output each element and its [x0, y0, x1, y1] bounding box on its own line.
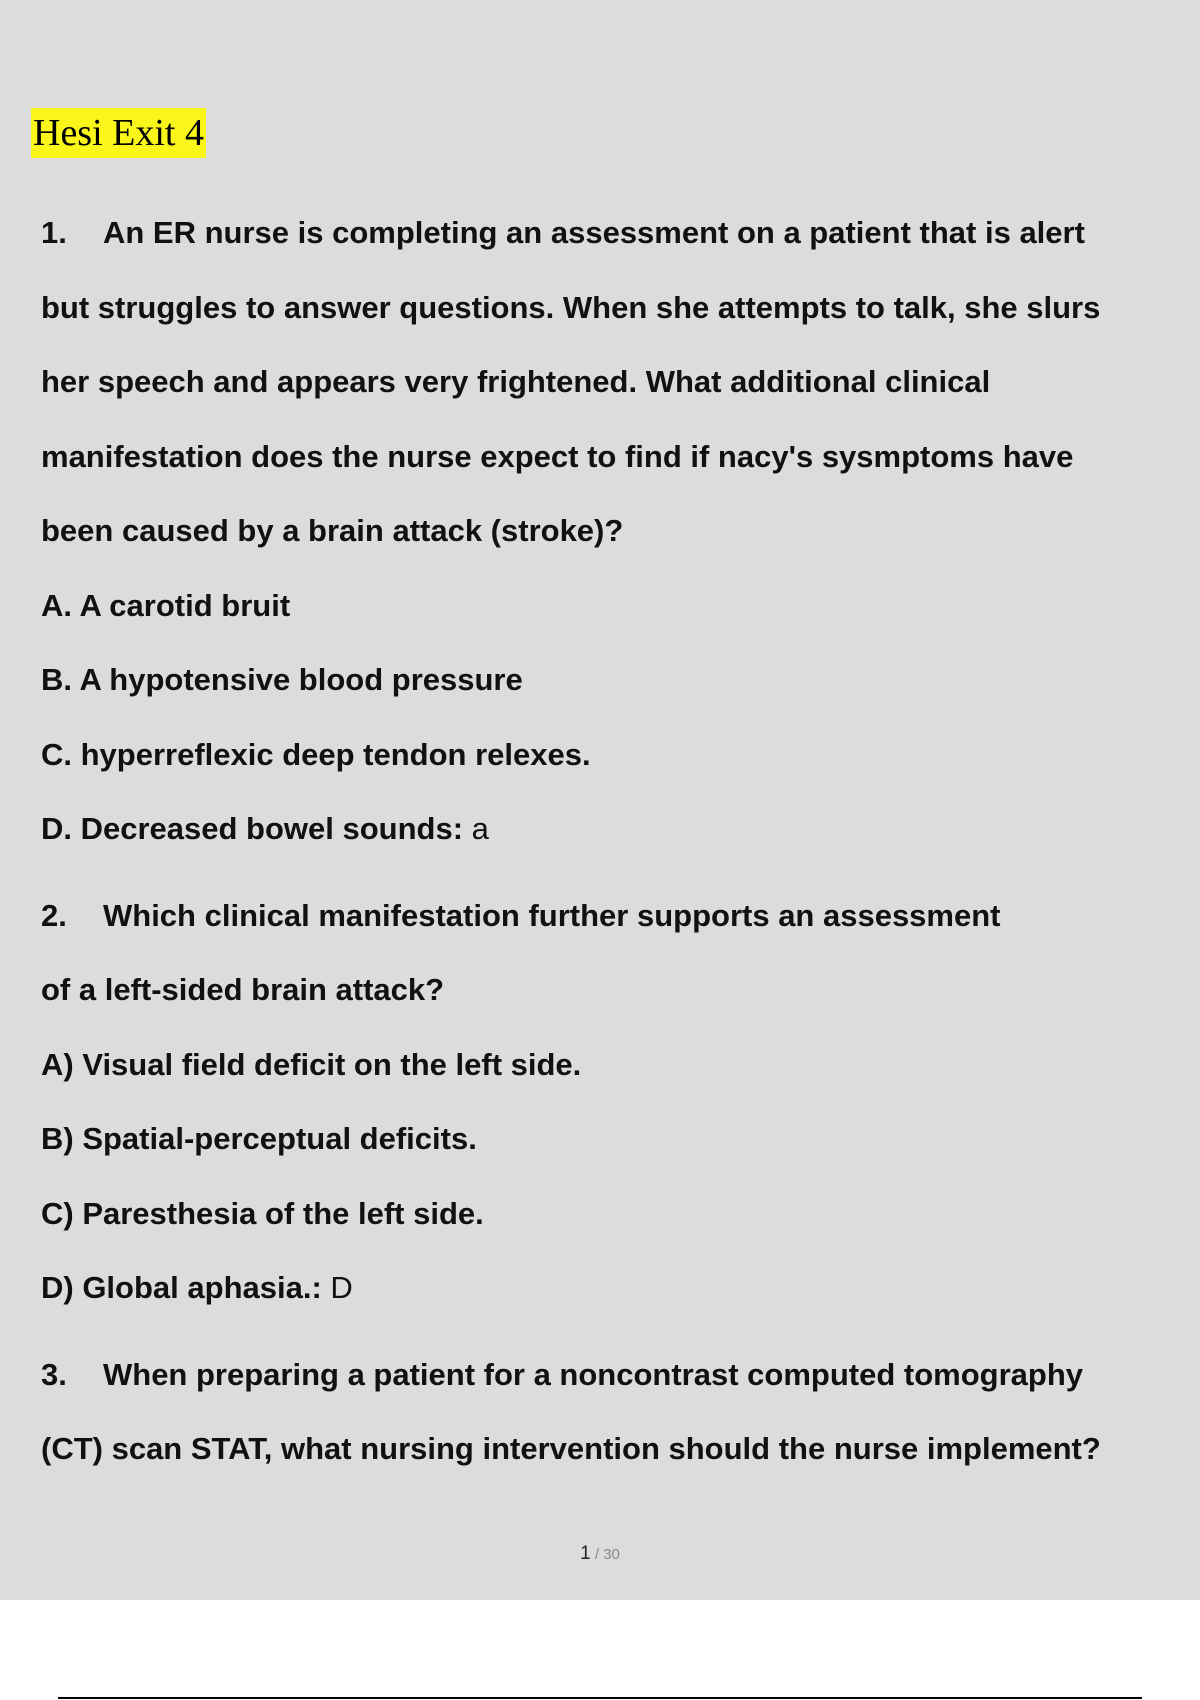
answer-option: [41, 1028, 1171, 1103]
question-text: An ER nurse is completing an assessment on a patient that is alert: [103, 215, 1085, 250]
answer-option: [41, 1177, 1171, 1252]
question-text: been caused by a brain attack (stroke)?: [41, 513, 624, 548]
question-number: 2.: [41, 897, 67, 933]
question-text: When preparing a patient for a noncontrast computed tomography: [103, 1356, 1083, 1392]
answer-key: D: [321, 1270, 353, 1305]
option-text: A. A carotid bruit: [41, 587, 291, 623]
option-text: B) Spatial-perceptual deficits.: [41, 1121, 477, 1156]
current-page: 1: [580, 1543, 591, 1564]
document-title: Hesi Exit 4: [31, 108, 206, 158]
option-text: C) Paresthesia of the left side.: [41, 1195, 484, 1231]
question-3: [41, 1338, 1171, 1487]
answer-key: a: [463, 811, 489, 846]
question-number: 3.: [41, 1356, 67, 1392]
question-text: (CT) scan STAT, what nursing intervention should the nurse implement?: [41, 1431, 1101, 1466]
question-list: [41, 196, 1171, 1487]
question-line: [41, 196, 1171, 271]
question-2: [41, 879, 1171, 1326]
answer-option: [41, 792, 1171, 867]
question-text: Which clinical manifestation further supports an assessment: [103, 897, 1001, 933]
option-text: D) Global aphasia.:: [41, 1270, 322, 1305]
total-pages: / 30: [590, 1546, 620, 1563]
footer-divider: [58, 1697, 1142, 1699]
option-text: D. Decreased bowel sounds:: [41, 811, 464, 846]
question-1: [41, 196, 1171, 867]
question-line: [41, 1338, 1171, 1413]
option-text: C. hyperreflexic deep tendon relexes.: [41, 736, 591, 772]
answer-option: [41, 718, 1171, 793]
answer-option: [41, 1102, 1171, 1177]
question-text: her speech and appears very frightened. What additional clinical: [41, 364, 991, 399]
option-text: B. A hypotensive blood pressure: [41, 662, 523, 697]
question-line: [41, 879, 1171, 954]
answer-option: [41, 643, 1171, 718]
question-text: but struggles to answer questions. When she attempts to talk, she slurs: [41, 289, 1101, 325]
answer-option: [41, 1251, 1171, 1326]
answer-option: [41, 569, 1171, 644]
option-text: A) Visual field deficit on the left side.: [41, 1046, 582, 1082]
question-text: manifestation does the nurse expect to find if nacy's sysmptoms have: [41, 438, 1074, 474]
question-number: 1.: [41, 215, 67, 250]
page-indicator: [0, 1543, 1200, 1565]
question-text: of a left-sided brain attack?: [41, 972, 445, 1007]
